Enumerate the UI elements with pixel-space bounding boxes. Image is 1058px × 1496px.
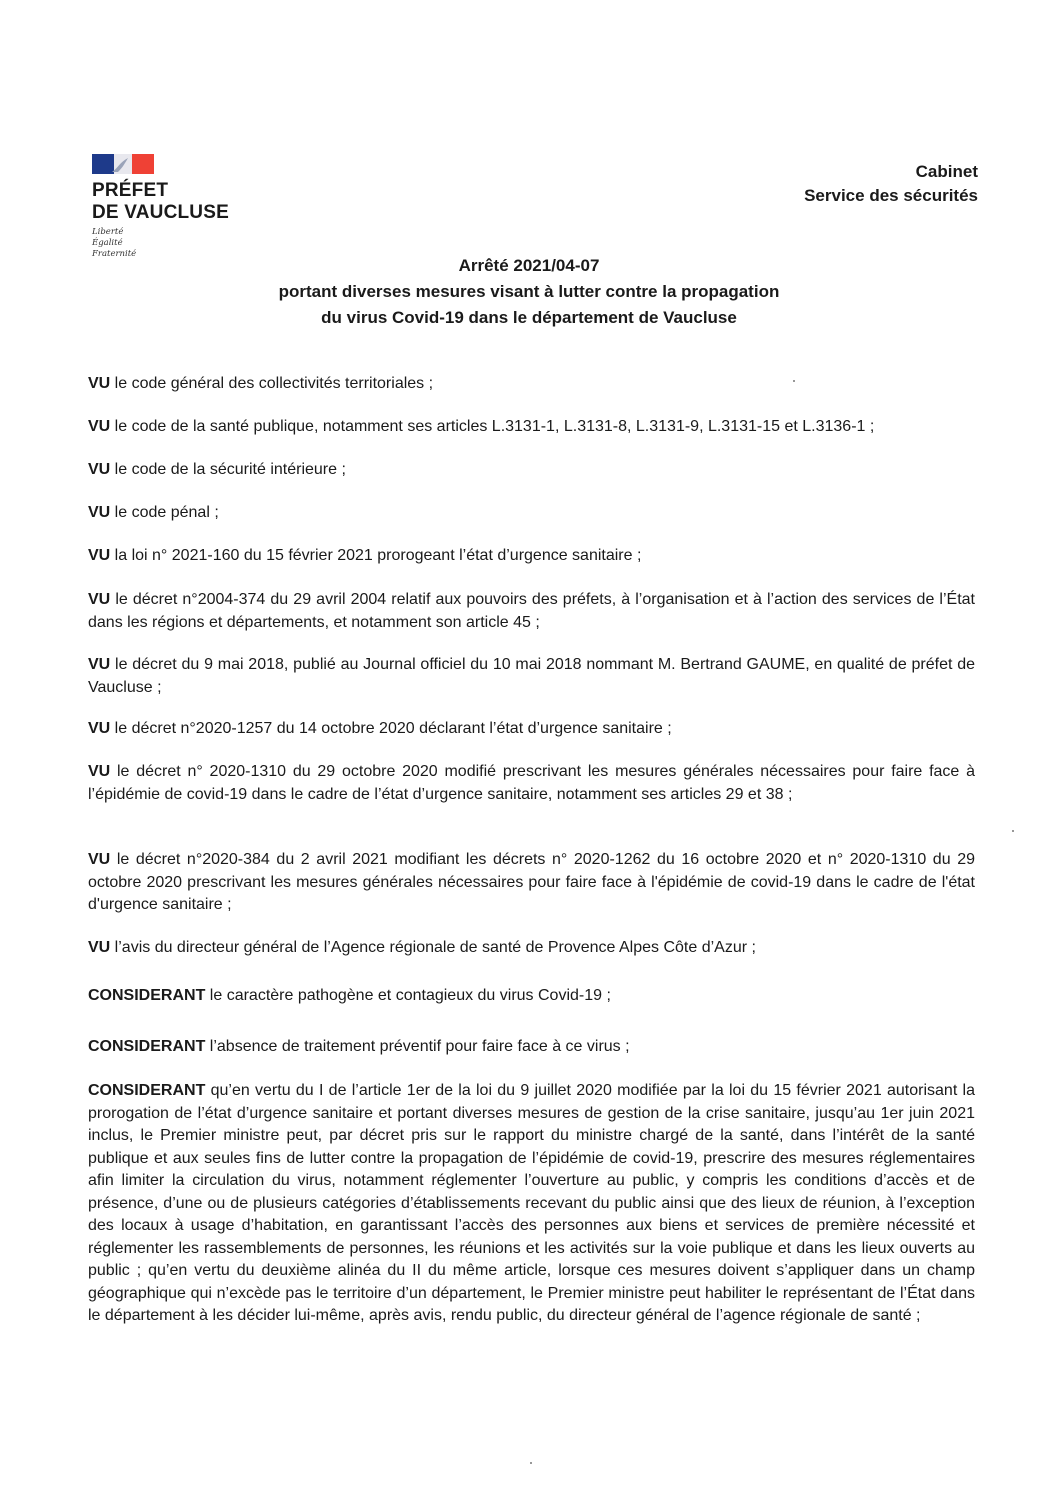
- document-title: [0, 253, 1058, 331]
- scan-speck: [793, 380, 795, 382]
- prefecture-name-line1: PRÉFET: [92, 180, 169, 201]
- visa-paragraph: VU le code pénal ;: [88, 504, 219, 521]
- visa-paragraph: VU la loi n° 2021-160 du 15 février 2021 prorogeant l’état d’urgence sanitaire ;: [88, 547, 642, 564]
- scan-speck: [1012, 830, 1014, 832]
- department-header: [804, 160, 978, 208]
- visa-paragraph: VU le décret n°2004-374 du 29 avril 2004 relatif aux pouvoirs des préfets, à l’organisation et à l’action des services de l’État dans les régions et départements, et notamment son article 45 ;: [88, 591, 975, 631]
- visa-paragraph: VU le décret du 9 mai 2018, publié au Journal officiel du 10 mai 2018 nommant M. Bertrand GAUME, en qualité de préfet de Vaucluse ;: [88, 656, 975, 696]
- marianne-flag-icon: [92, 154, 154, 174]
- scan-speck: [530, 1462, 532, 1464]
- service-label: Service des sécurités: [804, 186, 978, 205]
- cabinet-label: Cabinet: [915, 162, 978, 181]
- considerant-paragraph: CONSIDERANT qu’en vertu du I de l’article 1er de la loi du 9 juillet 2020 modifiée par la loi du 15 février 2021 autorisant la prorogation de l’état d’urgence sanitaire et portant diverses mesures de gestion de la crise sanitaire, jusqu’au 1er juin 2021 inclus, le Premier ministre peut, par décret pris sur le rapport du ministre chargé de la santé, dans l’intérêt de la santé publique et aux seules fins de lutter contre la propagation de l’épidémie de covid-19, prescrire des mesures réglementaires afin limiter la circulation du virus, notamment réglementer l’ouverture au public, y compris les conditions d’accès et de présence, d’une ou de plusieurs catégories d’établissements recevant du public ainsi que des lieux de réunion, à l’exception des locaux à usage d’habitation, en garantissant l’accès des personnes aux biens et services de première nécessité et réglementer les rassemblements de personnes, les réunions et les activités sur la voie publique et dans les lieux ouverts au public ; qu’en vertu du deuxième alinéa du II du même article, lorsque ces mesures doivent s’appliquer dans un champ géographique qui n’excède pas le territoire d’un département, le Premier ministre peut habiliter le représentant de l’État dans le département à les décider lui-même, après avis, rendu public, du directeur général de l’agence régionale de santé ;: [88, 1082, 975, 1324]
- visa-paragraph: VU le code de la santé publique, notamment ses articles L.3131-1, L.3131-8, L.3131-9, L.3131-15 et L.3136-1 ;: [88, 418, 875, 435]
- considerant-paragraph: CONSIDERANT le caractère pathogène et contagieux du virus Covid-19 ;: [88, 987, 611, 1004]
- visa-paragraph: VU le code de la sécurité intérieure ;: [88, 461, 346, 478]
- visa-paragraph: VU le décret n°2020-384 du 2 avril 2021 modifiant les décrets n° 2020-1262 du 16 octobre 2020 et n° 2020-1310 du 29 octobre 2020 prescrivant les mesures générales nécessaires pour faire face à l'épidémie de covid-19 dans le cadre de l'état d'urgence sanitaire ;: [88, 851, 975, 913]
- prefecture-name-line2: DE VAUCLUSE: [92, 202, 229, 223]
- visa-paragraph: VU le décret n° 2020-1310 du 29 octobre 2020 modifié prescrivant les mesures générales nécessaires pour faire face à l’épidémie de covid-19 dans le cadre de l’état d’urgence sanitaire, notamment ses articles 29 et 38 ;: [88, 763, 975, 803]
- title-line-1: Arrêté 2021/04-07: [458, 256, 600, 275]
- motto-fraternite: Fraternité: [92, 249, 137, 259]
- visa-paragraph: VU l’avis du directeur général de l’Agence régionale de santé de Provence Alpes Côte d’Azur ;: [88, 939, 756, 956]
- prefecture-name: [92, 180, 229, 224]
- visa-paragraph: VU le décret n°2020-1257 du 14 octobre 2020 déclarant l’état d’urgence sanitaire ;: [88, 720, 672, 737]
- title-line-3: du virus Covid-19 dans le département de Vaucluse: [321, 308, 737, 327]
- motto-liberte: Liberté: [92, 227, 124, 237]
- motto-egalite: Égalité: [92, 238, 123, 248]
- visa-paragraph: VU le code général des collectivités territoriales ;: [88, 375, 434, 392]
- title-line-2: portant diverses mesures visant à lutter contre la propagation: [278, 282, 780, 301]
- considerant-paragraph: CONSIDERANT l’absence de traitement préventif pour faire face à ce virus ;: [88, 1038, 630, 1055]
